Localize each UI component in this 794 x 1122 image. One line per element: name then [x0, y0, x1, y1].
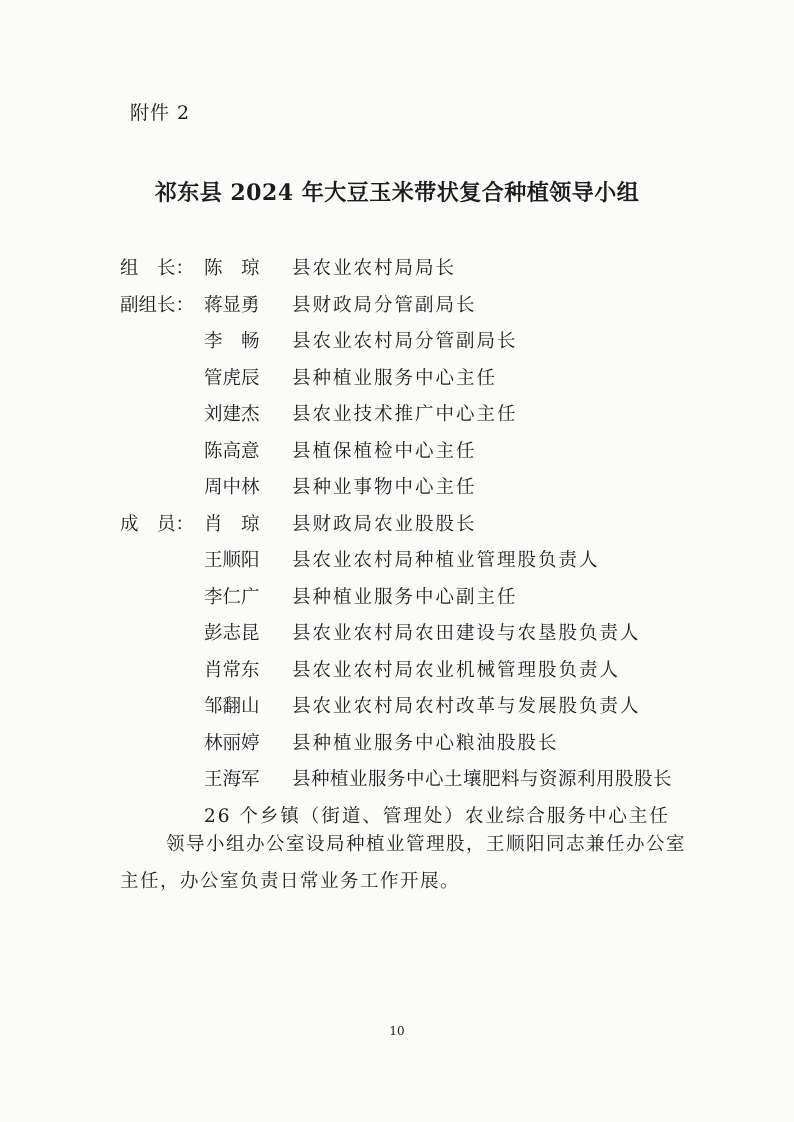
roster-row-leader — [120, 251, 760, 288]
roster-row-deputy — [120, 324, 760, 361]
person-name: 王顺阳 — [204, 550, 260, 571]
person-position: 县农业农村局农田建设与农垦股负责人 — [292, 623, 641, 644]
person-name: 刘建杰 — [204, 404, 260, 425]
person-position: 县农业农村局农业机械管理股负责人 — [292, 659, 621, 681]
person-name: 蒋显勇 — [204, 294, 260, 316]
roster-row-member — [120, 507, 760, 544]
person-name: 林丽婷 — [204, 732, 260, 754]
person-position: 县植保植检中心主任 — [292, 440, 477, 462]
person-position: 县种植业服务中心副主任 — [292, 586, 518, 608]
roster-row-member — [120, 580, 760, 617]
person-position: 县农业技术推广中心主任 — [292, 404, 518, 425]
roster-row-deputy — [120, 361, 760, 398]
person-name: 彭志昆 — [204, 623, 260, 644]
roster-row-deputy — [120, 434, 760, 471]
roster-row-deputy — [120, 397, 760, 434]
document-title: 祁东县 2024 年大豆玉米带状复合种植领导小组 — [154, 180, 640, 206]
roster — [120, 251, 760, 835]
person-position: 县种植业服务中心粮油股股长 — [292, 732, 559, 754]
townships-line: 26 个乡镇（街道、管理处）农业综合服务中心主任 — [204, 805, 670, 827]
person-name: 李 畅 — [204, 331, 260, 352]
person-position: 县农业农村局局长 — [292, 258, 457, 279]
page-number: 10 — [389, 1024, 405, 1038]
person-name: 王海军 — [204, 769, 260, 790]
roster-row-deputy — [120, 470, 760, 507]
attachment-label: 附件 2 — [130, 102, 191, 124]
roster-row-member — [120, 616, 760, 653]
person-name: 周中林 — [204, 477, 260, 498]
person-name: 邹翻山 — [204, 696, 260, 717]
person-name: 陈高意 — [204, 440, 260, 462]
roster-row-member — [120, 762, 760, 799]
office-note-paragraph: 领导小组办公室设局种植业管理股，王顺阳同志兼任办公室主任，办公室负责日常业务工作开展。 — [120, 834, 687, 892]
person-name: 肖常东 — [204, 659, 260, 681]
person-position: 县农业农村局分管副局长 — [292, 331, 518, 352]
roster-row-deputy — [120, 288, 760, 325]
person-name: 李仁广 — [204, 586, 260, 608]
person-position: 县种植业服务中心土壤肥料与资源利用股股长 — [292, 769, 673, 790]
roster-row-member — [120, 543, 760, 580]
person-position: 县农业农村局农村改革与发展股负责人 — [292, 696, 641, 717]
person-name: 肖 琼 — [204, 513, 260, 535]
person-position: 县财政局分管副局长 — [292, 294, 477, 316]
person-name: 管虎辰 — [204, 367, 260, 389]
roster-row-member — [120, 726, 760, 763]
person-position: 县种业事物中心主任 — [292, 477, 477, 498]
person-position: 县财政局农业股股长 — [292, 513, 477, 535]
person-name: 陈 琼 — [204, 258, 260, 279]
role-label-member: 成 员： — [120, 513, 195, 535]
role-label-deputy: 副组长： — [120, 294, 195, 316]
person-position: 县农业农村局种植业管理股负责人 — [292, 550, 600, 571]
roster-row-member — [120, 689, 760, 726]
role-label-leader: 组 长： — [120, 258, 195, 279]
person-position: 县种植业服务中心主任 — [292, 367, 498, 389]
roster-row-member — [120, 653, 760, 690]
